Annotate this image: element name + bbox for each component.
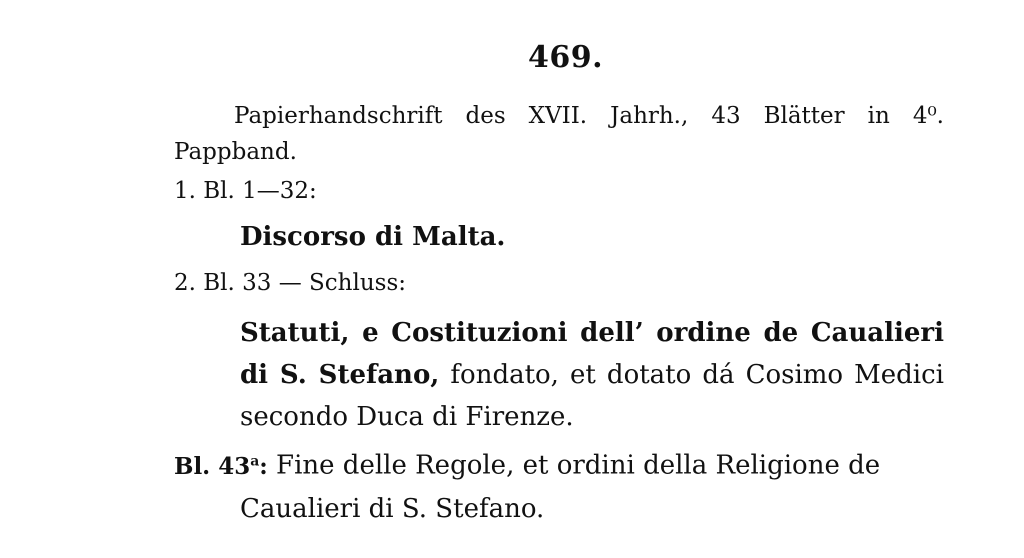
entry-number: 469. (528, 40, 604, 75)
item-2-title (240, 312, 944, 438)
item-1-reference: 1. Bl. 1—32: (174, 178, 317, 204)
closing-text-line1: Fine delle Regole, et ordini della Religione de (267, 450, 881, 481)
closing-label-superscript: a (250, 453, 260, 469)
manuscript-description: Papierhandschrift des XVII. Jahrh., 43 Blätter in 4⁰. Pappband. (174, 103, 944, 165)
closing-text-line2: Caualieri di S. Stefano. (240, 493, 545, 524)
item-2-title-bold: Statuti, e Costituzioni dell’ ordine de Caualieri di S. Stefano, (240, 318, 944, 390)
item-2-title-rest: fondato, et dotato dá Cosimo Medici secondo Duca di Firenze. (240, 360, 944, 432)
item-1-title: Discorso di Malta. (240, 222, 506, 252)
closing-label-text: Bl. 43 (174, 452, 251, 480)
closing-note (174, 440, 944, 530)
item-2-reference: 2. Bl. 33 — Schluss: (174, 270, 406, 296)
closing-label (174, 453, 268, 480)
closing-label-colon: : (259, 452, 268, 480)
